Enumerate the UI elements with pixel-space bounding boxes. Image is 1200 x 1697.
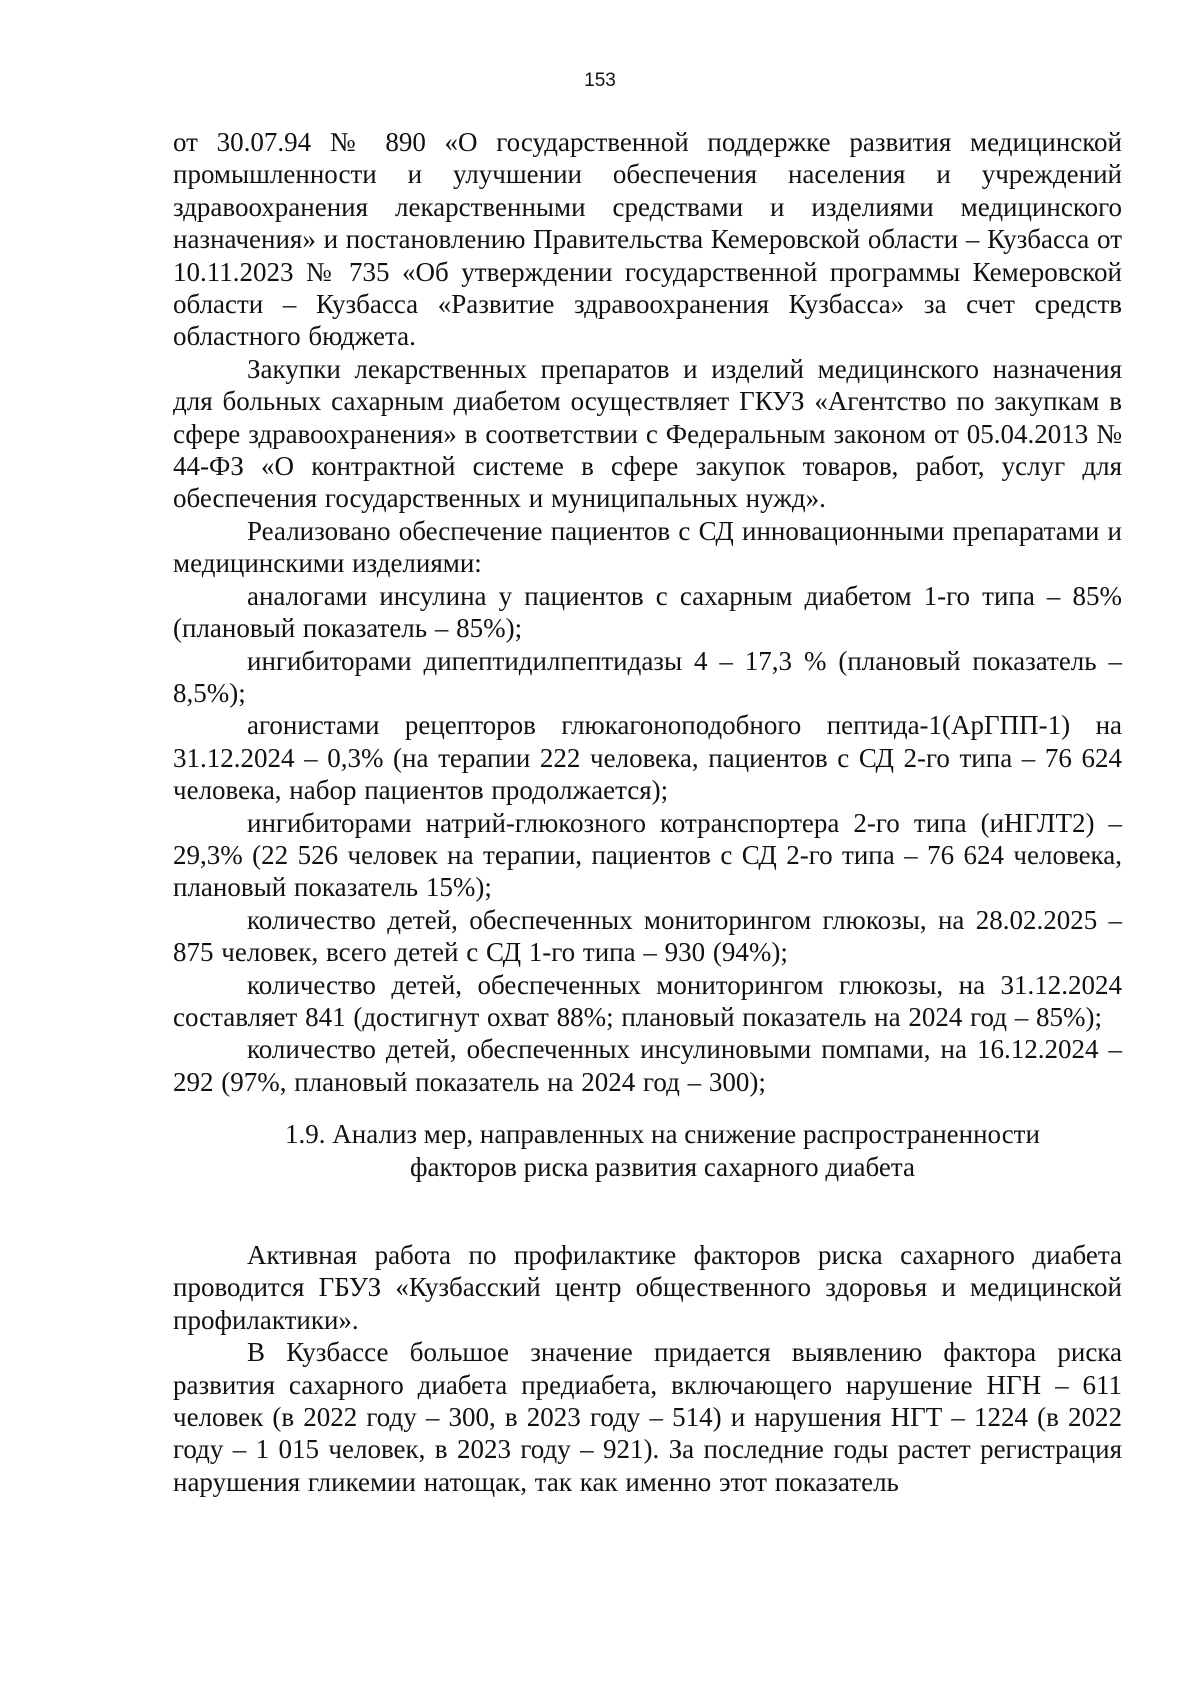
section-heading xyxy=(173,1118,1122,1183)
section-heading-line-2: факторов риска развития сахарного диабета xyxy=(410,1151,915,1182)
list-item: ингибиторами дипептидилпептидазы 4 – 17,3 % (плановый показатель – 8,5%); xyxy=(173,645,1122,708)
list-item: ингибиторами натрий-глюкозного котранспортера 2-го типа (иНГЛТ2) – 29,3% (22 526 человек на терапии, пациентов с СД 2-го типа – 76 624 человека, плановый показатель 15%); xyxy=(173,807,1122,903)
paragraph: Активная работа по профилактике факторов риска сахарного диабета проводится ГБУЗ «Кузбасский центр общественного здоровья и медицинской профилактики». xyxy=(173,1240,1122,1335)
section-heading-line-1: 1.9. Анализ мер, направленных на снижение распространенности xyxy=(285,1119,1040,1150)
paragraph: от 30.07.94 № 890 «О государственной поддержке развития медицинской промышленности и улучшении обеспечения населения и учреждений здравоохранения лекарственными средствами и изделиями медицинского назначения» и постановлению Правительства Кемеровской области – Кузбасса от 10.11.2023 № 735 «Об утверждении государственной программы Кемеровской области – Кузбасса «Развитие здравоохранения Кузбасса» за счет средств областного бюджета. xyxy=(173,127,1122,352)
paragraph: В Кузбассе большое значение придается выявлению фактора риска развития сахарного диабета предиабета, включающего нарушение НГН – 611 человек (в 2022 году – 300, в 2023 году – 514) и нарушения НГТ – 1224 (в 2022 году – 1 015 человек, в 2023 году – 921). За последние годы растет регистрация нарушения гликемии натощак, так как именно этот показатель xyxy=(173,1337,1122,1497)
list-item: агонистами рецепторов глюкагоноподобного пептида-1(АрГПП-1) на 31.12.2024 – 0,3% (на терапии 222 человека, пациентов с СД 2-го типа – 76 624 человека, набор пациентов продолжается); xyxy=(173,710,1122,806)
page-number: 153 xyxy=(584,70,616,91)
list-item: аналогами инсулина у пациентов с сахарным диабетом 1-го типа – 85% (плановый показатель – 85%); xyxy=(173,580,1122,644)
paragraph: Реализовано обеспечение пациентов с СД инновационными препаратами и медицинскими изделиями: xyxy=(173,515,1122,579)
document-body xyxy=(173,126,1122,1498)
list-item: количество детей, обеспеченных мониторингом глюкозы, на 28.02.2025 – 875 человек, всего детей с СД 1-го типа – 930 (94%); xyxy=(173,904,1122,968)
paragraph: Закупки лекарственных препаратов и изделий медицинского назначения для больных сахарным диабетом осуществляет ГКУЗ «Агентство по закупкам в сфере здравоохранения» в соответствии с Федеральным законом от 05.04.2013 № 44-ФЗ «О контрактной системе в сфере закупок товаров, работ, услуг для обеспечения государственных и муниципальных нужд». xyxy=(173,353,1122,514)
list-item: количество детей, обеспеченных инсулиновыми помпами, на 16.12.2024 – 292 (97%, плановый показатель на 2024 год – 300); xyxy=(173,1034,1122,1097)
list-item: количество детей, обеспеченных мониторингом глюкозы, на 31.12.2024 составляет 841 (достигнут охват 88%; плановый показатель на 2024 год – 85%); xyxy=(173,969,1122,1032)
